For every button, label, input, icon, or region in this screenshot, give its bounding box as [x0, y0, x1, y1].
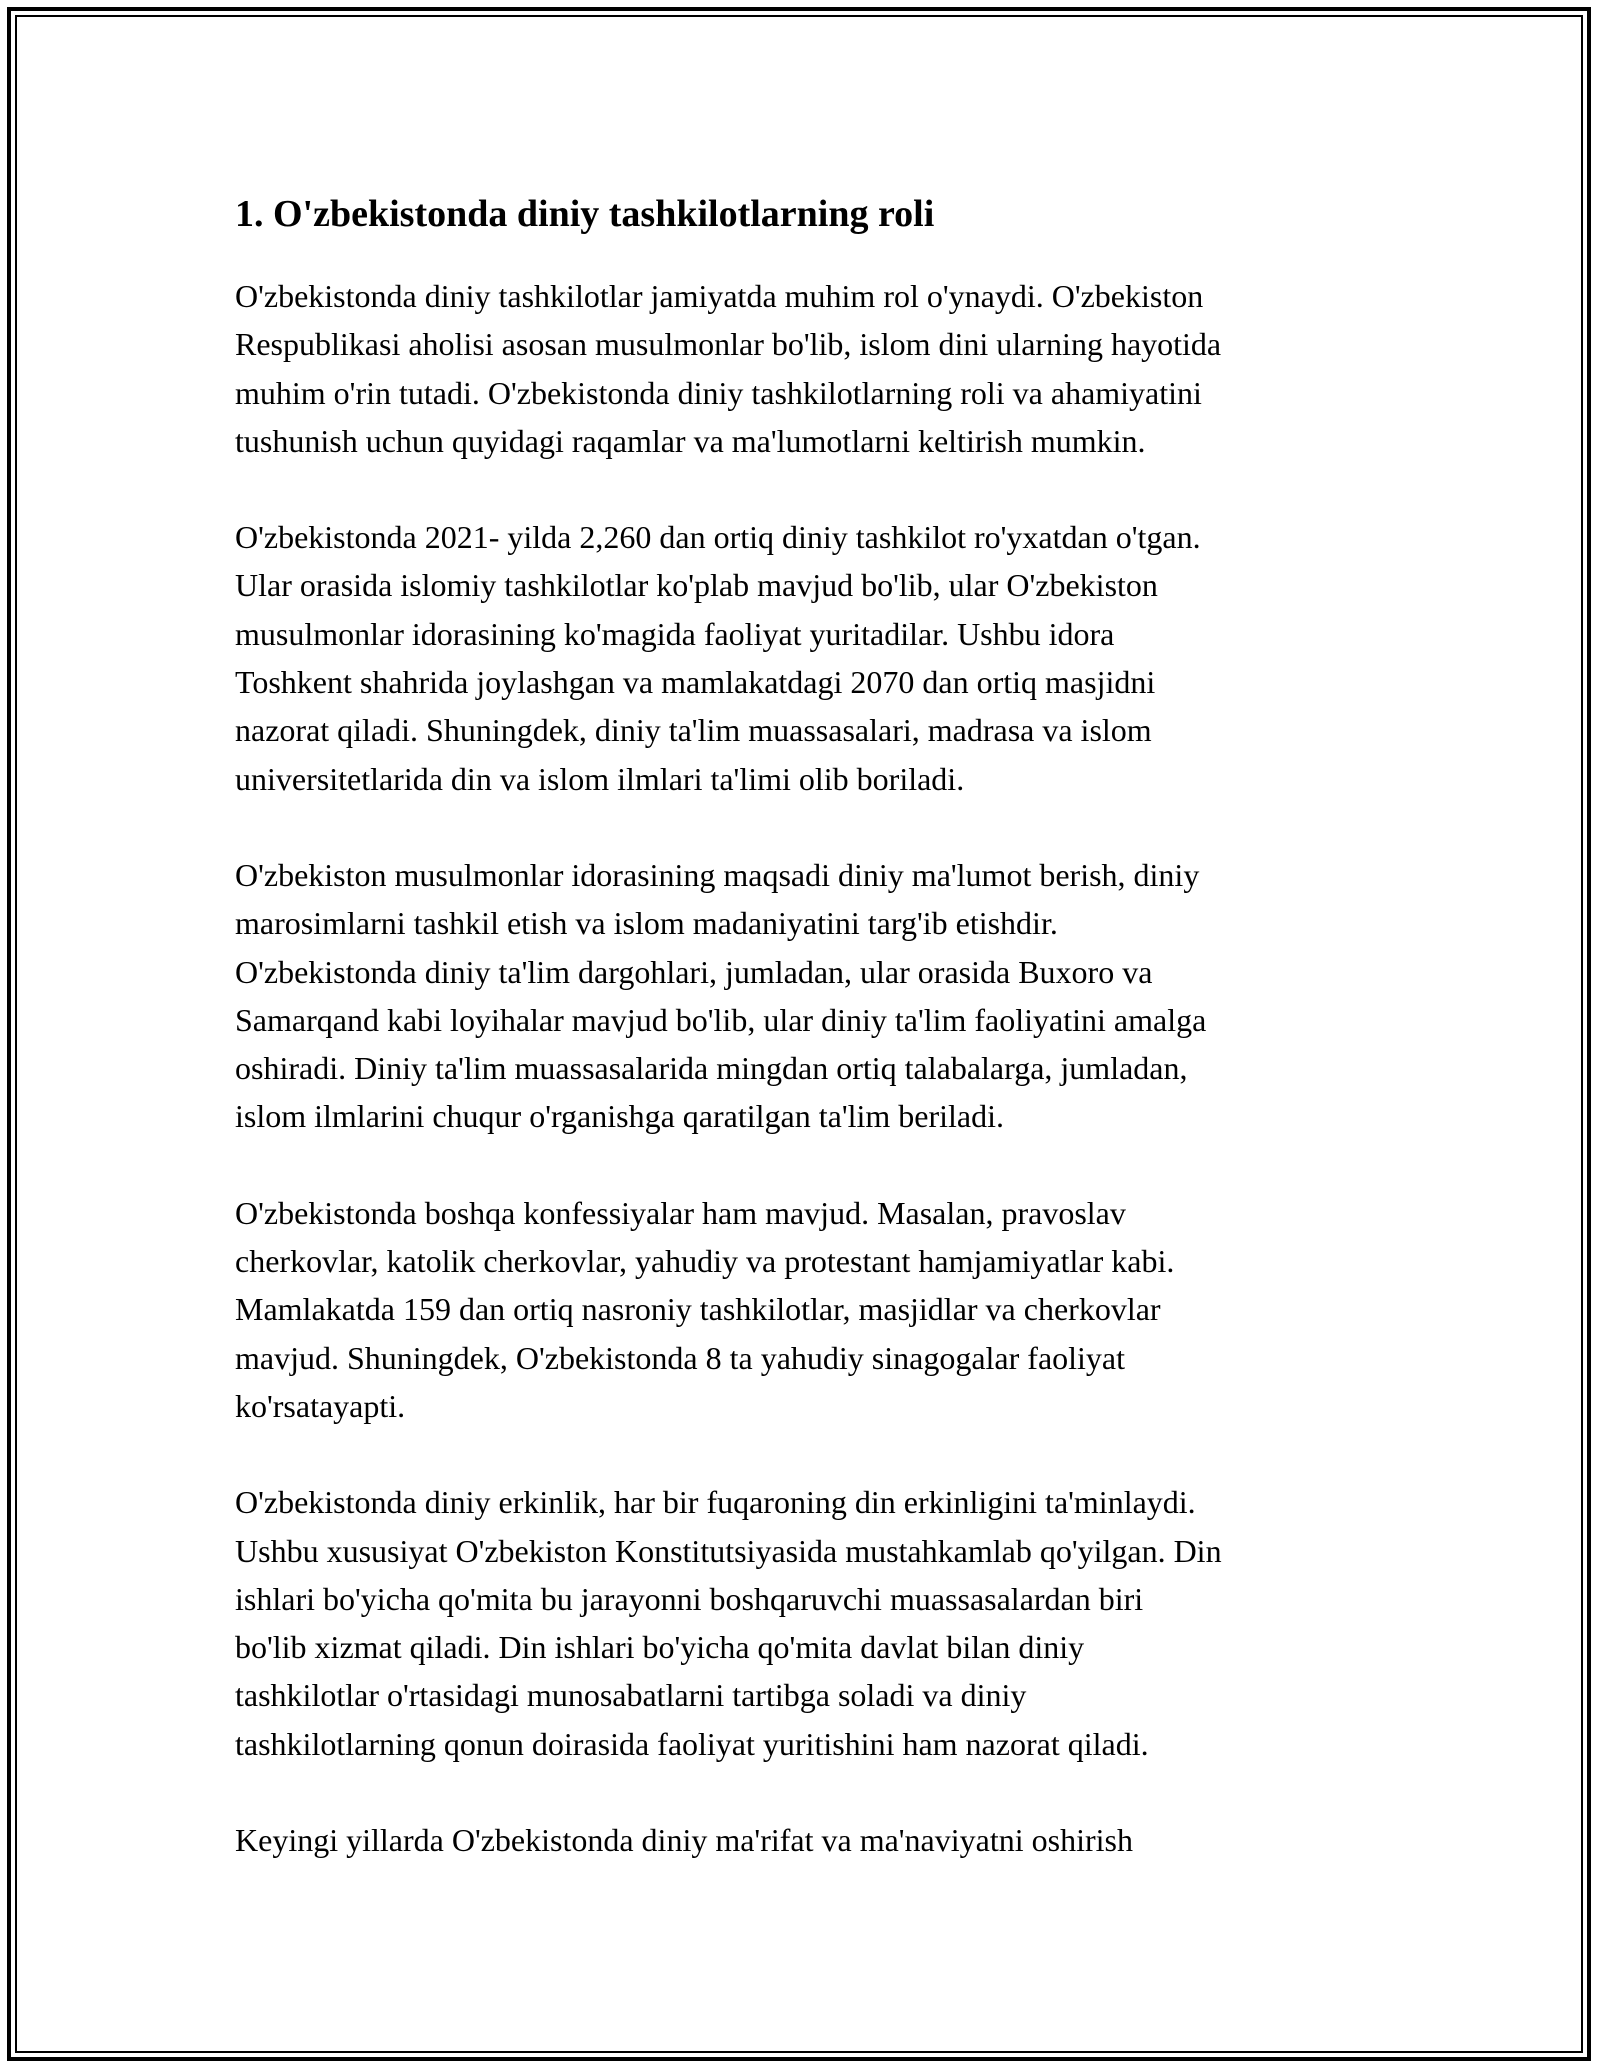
text-line: O'zbekistonda diniy erkinlik, har bir fuqaroning din erkinligini ta'minlaydi. — [235, 1484, 1196, 1521]
text-line: tashkilotlarning qonun doirasida faoliyat yuritishini ham nazorat qiladi. — [235, 1725, 1149, 1762]
text-line: Keyingi yillarda O'zbekistonda diniy ma'rifat va ma'naviyatni oshirish — [235, 1822, 1133, 1859]
text-line: islom ilmlarini chuqur o'rganishga qaratilgan ta'lim beriladi. — [235, 1098, 1004, 1135]
paragraph-5 — [235, 1478, 1375, 1768]
page-title: 1. O'zbekistonda diniy tashkilotlarning roli — [235, 193, 935, 235]
text-line: O'zbekistonda 2021- yilda 2,260 dan ortiq diniy tashkilot ro'yxatdan o'tgan. — [235, 519, 1201, 556]
text-line: ko'rsatayapti. — [235, 1387, 406, 1424]
text-line: Mamlakatda 159 dan ortiq nasroniy tashkilotlar, masjidlar va cherkovlar — [235, 1291, 1161, 1328]
text-line: Respublikasi aholisi asosan musulmonlar bo'lib, islom dini ularning hayotida — [235, 326, 1222, 363]
text-line: tushunish uchun quyidagi raqamlar va ma'lumotlarni keltirish mumkin. — [235, 422, 1146, 459]
document-body — [235, 190, 1375, 1912]
paragraph-2 — [235, 513, 1375, 803]
text-line: bo'lib xizmat qiladi. Din ishlari bo'yicha qo'mita davlat bilan diniy — [235, 1629, 1085, 1666]
text-line: marosimlarni tashkil etish va islom madaniyatini targ'ib etishdir. — [235, 905, 1058, 942]
paragraph-1 — [235, 272, 1375, 465]
text-line: oshiradi. Diniy ta'lim muassasalarida mingdan ortiq talabalarga, jumladan, — [235, 1050, 1188, 1087]
text-line: O'zbekistonda diniy tashkilotlar jamiyatda muhim rol o'ynaydi. O'zbekiston — [235, 278, 1204, 314]
text-line: O'zbekistonda diniy ta'lim dargohlari, jumladan, ular orasida Buxoro va — [235, 953, 1153, 990]
paragraph-6 — [235, 1816, 1375, 1864]
text-line: Ular orasida islomiy tashkilotlar ko'plab mavjud bo'lib, ular O'zbekiston — [235, 567, 1158, 604]
text-line: Toshkent shahrida joylashgan va mamlakatdagi 2070 dan ortiq masjidni — [235, 664, 1156, 701]
text-line: tashkilotlar o'rtasidagi munosabatlarni tartibga soladi va diniy — [235, 1677, 1027, 1714]
text-line: Ushbu xususiyat O'zbekiston Konstitutsiyasida mustahkamlab qo'yilgan. Din — [235, 1532, 1222, 1569]
text-line: O'zbekiston musulmonlar idorasining maqsadi diniy ma'lumot berish, diniy — [235, 856, 1200, 893]
text-line: nazorat qiladi. Shuningdek, diniy ta'lim muassasalari, madrasa va islom — [235, 712, 1152, 749]
text-line: universitetlarida din va islom ilmlari ta'limi olib boriladi. — [235, 760, 965, 797]
paragraph-4 — [235, 1189, 1375, 1430]
text-line: ishlari bo'yicha qo'mita bu jarayonni boshqaruvchi muassasalardan biri — [235, 1580, 1144, 1617]
text-line: musulmonlar idorasining ko'magida faoliyat yuritadilar. Ushbu idora — [235, 615, 1115, 652]
text-line: muhim o'rin tutadi. O'zbekistonda diniy tashkilotlarning roli va ahamiyatini — [235, 374, 1202, 411]
text-line: mavjud. Shuningdek, O'zbekistonda 8 ta yahudiy sinagogalar faoliyat — [235, 1339, 1126, 1376]
text-line: cherkovlar, katolik cherkovlar, yahudiy va protestant hamjamiyatlar kabi. — [235, 1243, 1175, 1280]
text-line: O'zbekistonda boshqa konfessiyalar ham mavjud. Masalan, pravoslav — [235, 1194, 1126, 1231]
text-line: Samarqand kabi loyihalar mavjud bo'lib, ular diniy ta'lim faoliyatini amalga — [235, 1001, 1207, 1038]
paragraph-3 — [235, 851, 1375, 1141]
